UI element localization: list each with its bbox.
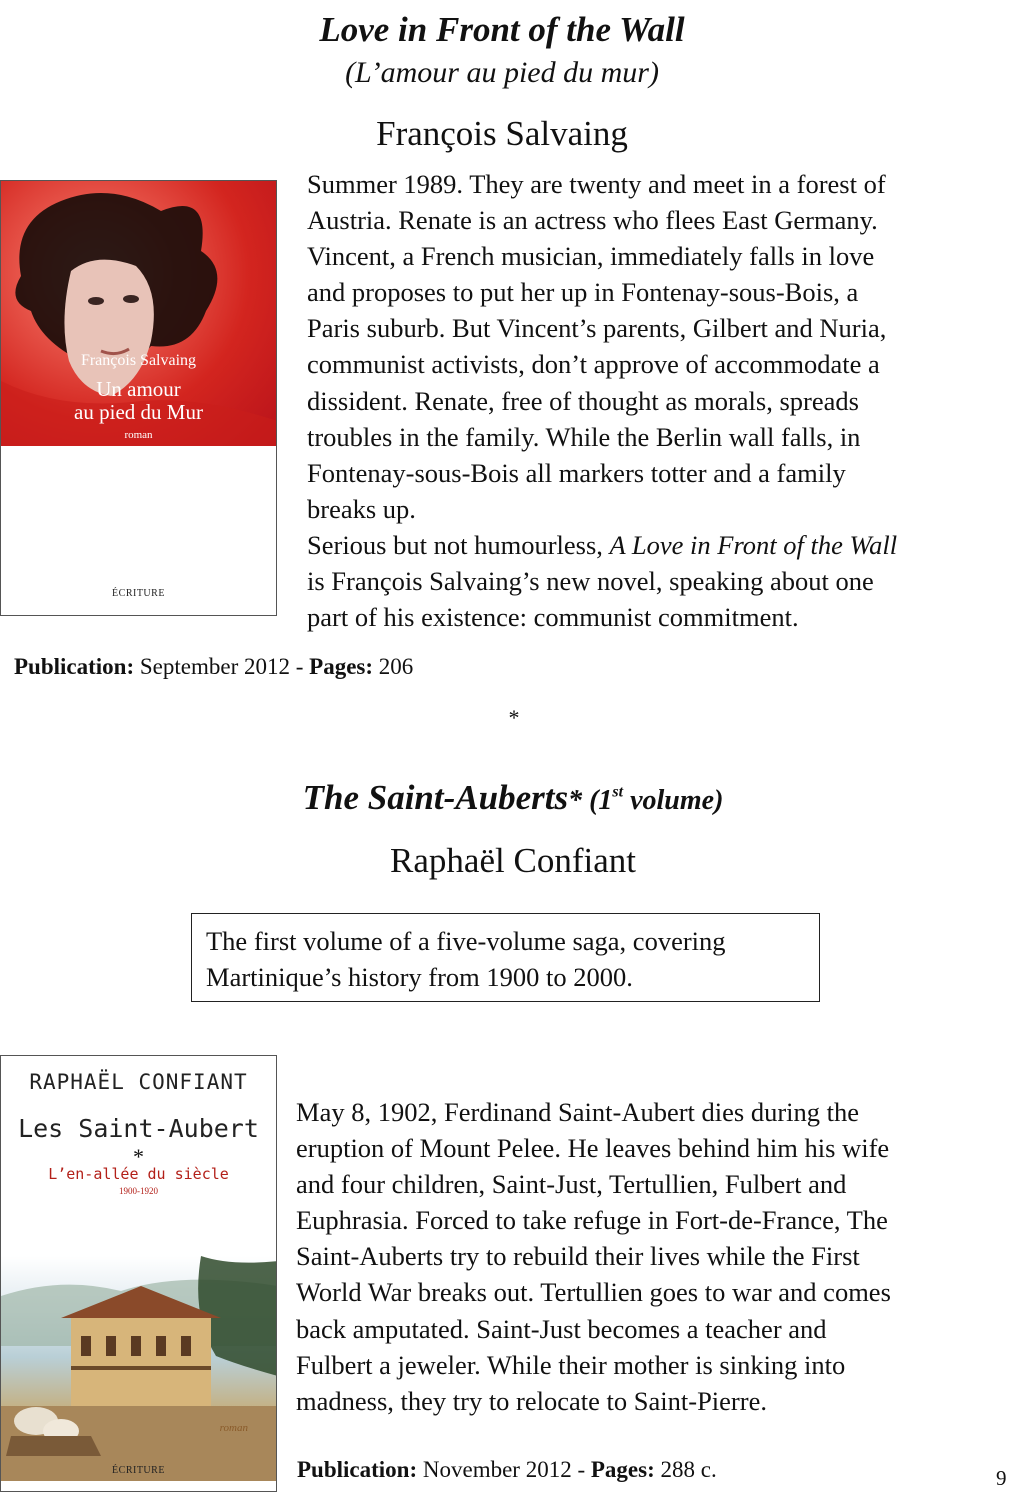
description-line: Serious but not humourless, A Love in Front of the Wall (307, 529, 898, 560)
book2-summary-box (191, 913, 820, 1002)
description-line: breaks up. (307, 493, 416, 524)
description-line: madness, they try to relocate to Saint-Pierre. (296, 1385, 767, 1416)
description-line: World War breaks out. Tertullien goes to war and comes (296, 1277, 891, 1308)
book2-cover-genre: roman (219, 1422, 248, 1434)
book1-description (307, 166, 997, 635)
book2-title: The Saint-Auberts* (1st volume) (302, 778, 724, 817)
description-line: Euphrasia. Forced to take refuge in Fort-de-France, The (296, 1205, 888, 1236)
description-line: troubles in the family. While the Berlin wall falls, in (307, 421, 861, 452)
description-line: Saint-Auberts try to rebuild their lives while the First (296, 1241, 860, 1272)
book1-cover-author: François Salvaing (80, 352, 197, 369)
description-line: communist activists, don’t approve of accommodate a (307, 349, 880, 380)
book2-cover-title: Les Saint-Aubert (18, 1114, 259, 1143)
colonial-scene-illustration (1, 1256, 277, 1481)
book1-cover-genre: roman (124, 429, 153, 441)
description-line: and four children, Saint-Just, Tertullien, Fulbert and (296, 1169, 847, 1200)
book1-cover-title: Un amour au pied du Mur (74, 377, 203, 424)
book2-cover-subtitle: L’en-allée du siècle (48, 1165, 229, 1183)
book2-description (296, 1094, 996, 1419)
description-line: Summer 1989. They are twenty and meet in a forest of (307, 169, 886, 199)
page-number: 9 (996, 1466, 1007, 1490)
book1-subtitle: (L’amour au pied du mur) (345, 56, 659, 89)
book2-cover-star: * (133, 1144, 144, 1169)
summary-line: The first volume of a five-volume saga, covering (206, 926, 726, 956)
book1-title: Love in Front of the Wall (319, 10, 685, 49)
book2-cover-publisher: ÉCRITURE (112, 1465, 165, 1476)
book1-cover-image (0, 180, 277, 616)
section-separator: * (508, 705, 520, 730)
summary-line: Martinique’s history from 1900 to 2000. (206, 962, 633, 992)
book2-author: Raphaël Confiant (390, 841, 636, 880)
description-line: Vincent, a French musician, immediately falls in love (307, 241, 875, 272)
description-line: Paris suburb. But Vincent’s parents, Gilbert and Nuria, (307, 313, 887, 344)
book1-publication-info: Publication: September 2012 - Pages: 206 (14, 654, 414, 679)
description-line: May 8, 1902, Ferdinand Saint-Aubert dies during the (296, 1097, 860, 1127)
book2-cover-author: RAPHAËL CONFIANT (29, 1070, 248, 1094)
description-line: part of his existence: communist commitment. (307, 602, 799, 633)
description-line: back amputated. Saint-Just becomes a teacher and (296, 1313, 827, 1344)
description-line: is François Salvaing’s new novel, speaking about one (307, 566, 874, 597)
book2-publication-info: Publication: November 2012 - Pages: 288 c. (297, 1457, 717, 1482)
description-line: Fontenay-sous-Bois all markers totter and a family (307, 457, 846, 488)
description-line: and proposes to put her up in Fontenay-sous-Bois, a (307, 277, 859, 308)
book2-cover-image (0, 1055, 277, 1492)
book2-cover-painting (1, 1256, 276, 1481)
book2-cover-years: 1900-1920 (119, 1186, 158, 1196)
description-line: eruption of Mount Pelee. He leaves behind him his wife (296, 1133, 890, 1164)
book1-cover-publisher: ÉCRITURE (112, 588, 165, 599)
book1-author: François Salvaing (376, 114, 628, 153)
description-line: Fulbert a jeweler. While their mother is sinking into (296, 1349, 846, 1380)
description-line: Austria. Renate is an actress who flees East Germany. (307, 205, 878, 236)
description-line: dissident. Renate, free of thought as morals, spreads (307, 385, 859, 416)
